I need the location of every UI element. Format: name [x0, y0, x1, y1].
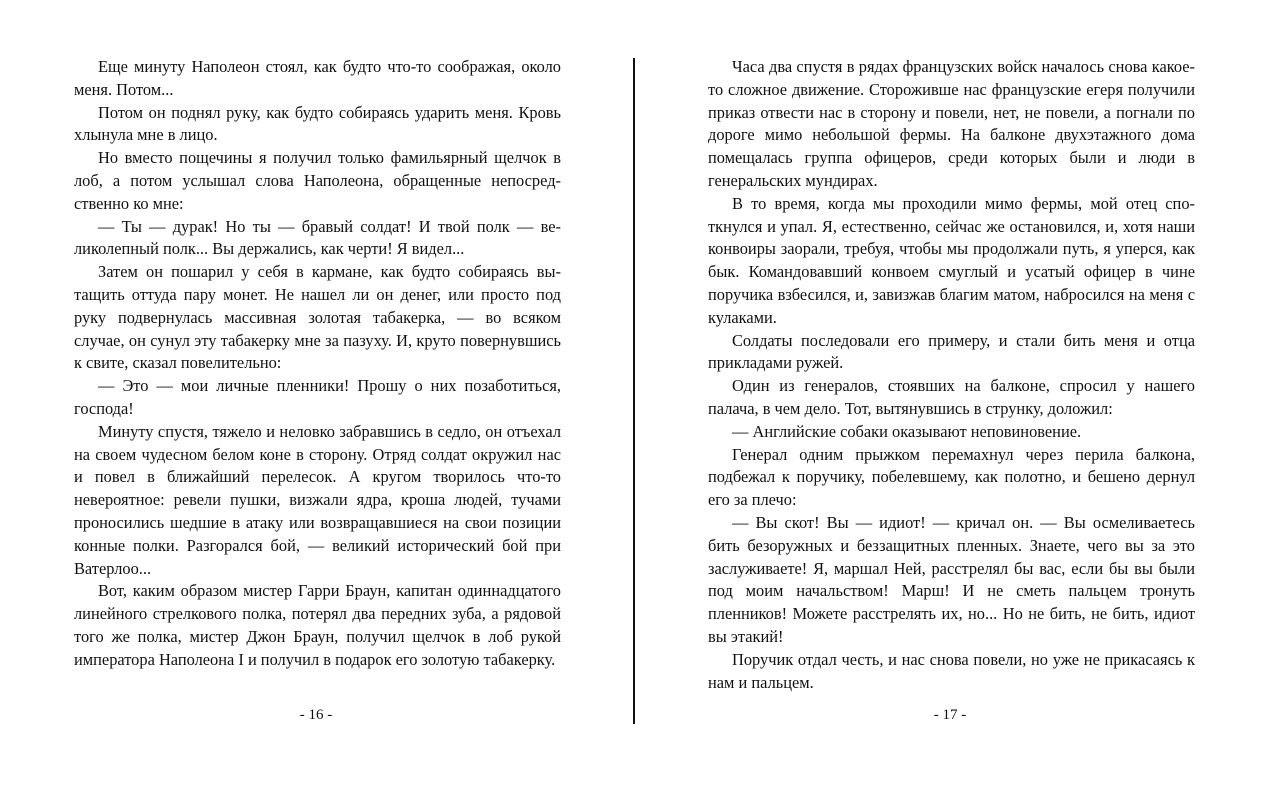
paragraph: Потом он поднял руку, как будто собираясь ударить меня. Кровь хлынула мне в лицо.	[74, 102, 561, 145]
paragraph: Солдаты последовали его примеру, и стали бить меня и отца прикладами ружей.	[708, 330, 1195, 373]
paragraph: Один из генералов, стоявших на балконе, спросил у нашего палача, в чем дело. Тот, вытянувшись в струнку, доложил:	[708, 376, 1195, 418]
paragraph: — Ты — дурак! Но ты — бравый солдат! И твой полк — великолепный полк... Вы держались, как черти! Я видел...	[74, 216, 561, 259]
left-page	[74, 56, 561, 672]
paragraph: Еще минуту Наполеон стоял, как будто что-то соображая, около меня. Потом...	[74, 57, 561, 99]
paragraph: — Вы скот! Вы — идиот! — кричал он. — Вы осмеливаетесь бить безоружных и беззащитных пленных. Знаете, чего вы за это заслуживаете! Я, маршал Ней, расстрелял бы вас, если бы вы были под моим начальством! Марш! И не сметь пальцем тронуть пленников! Можете расстрелять их, но... Но не бить, не бить, идиот вы этакий!	[708, 512, 1195, 646]
paragraph: Генерал одним прыжком перемахнул через перила балкона, подбежал к поручику, побелевшему, как полотно, и бешено дернул его за плечо:	[708, 444, 1195, 510]
right-page	[708, 56, 1195, 694]
paragraph: Вот, каким образом мистер Гарри Браун, капитан одиннадцатого линейного стрелкового полка, потерял два передних зуба, а рядовой того же полка, мистер Джон Браун, получил щелчок в лоб рукой императора Наполеона I и получил в подарок его золотую табакерку.	[74, 581, 561, 669]
paragraph: Минуту спустя, тяжело и неловко забравшись в седло, он отъехал на своем чудесном белом коне в сторону. Отряд солдат окружил нас и повел в ближайший перелесок. А кругом творилось что-то невероятное: ревели пушки, визжали ядра, кроша людей, тучами проносились шедшие в атаку или возвращавшиеся на свои позиции конные полки. Разгорался бой, — великий исторический бой при Ватерлоо...	[74, 421, 561, 578]
paragraph: Поручик отдал честь, и нас снова повели, но уже не прикасаясь к нам и пальцем.	[708, 649, 1195, 692]
page-divider	[633, 58, 635, 724]
paragraph: — Это — мои личные пленники! Прошу о них позаботиться, господа!	[74, 376, 561, 418]
paragraph: Часа два спустя в рядах французских войск началось снова какое-то сложное движение. Стороживше нас французские егеря получили приказ отвести нас в сторону и повели, нет, не повели, а погнали по дороге мимо небольшой фермы. На балконе двухэтажного дома помещалась группа офицеров, среди которых были и люди в генеральских мундирах.	[708, 57, 1195, 190]
paragraph: — Английские собаки оказывают неповиновение.	[732, 421, 1082, 441]
paragraph: Затем он пошарил у себя в кармане, как будто собираясь вытащить оттуда пару монет. Не нашел ли он денег, или просто под руку подвернулась массивная золотая табакерка, — во всяком случае, он сунул эту табакерку мне за пазуху. И, круто повернувшись к свите, сказал повелительно:	[74, 262, 561, 373]
paragraph: Но вместо пощечины я получил только фамильярный щелчок в лоб, а потом услышал слова Наполеона, обращенные непосредственно ко мне:	[74, 148, 561, 213]
paragraph: В то время, когда мы проходили мимо фермы, мой отец споткнулся и упал. Я, естественно, сейчас же остановился, и, хотя наши конвоиры заорали, требуя, чтобы мы продолжали путь, я уперся, как бык. Командовавший конвоем смуглый и усатый офицер в чине поручика взбесился, и, завизжав благим матом, набросился на меня с кулаками.	[708, 193, 1195, 327]
page-number-left: - 16 -	[299, 707, 333, 723]
page-number-right: - 17 -	[933, 707, 967, 723]
